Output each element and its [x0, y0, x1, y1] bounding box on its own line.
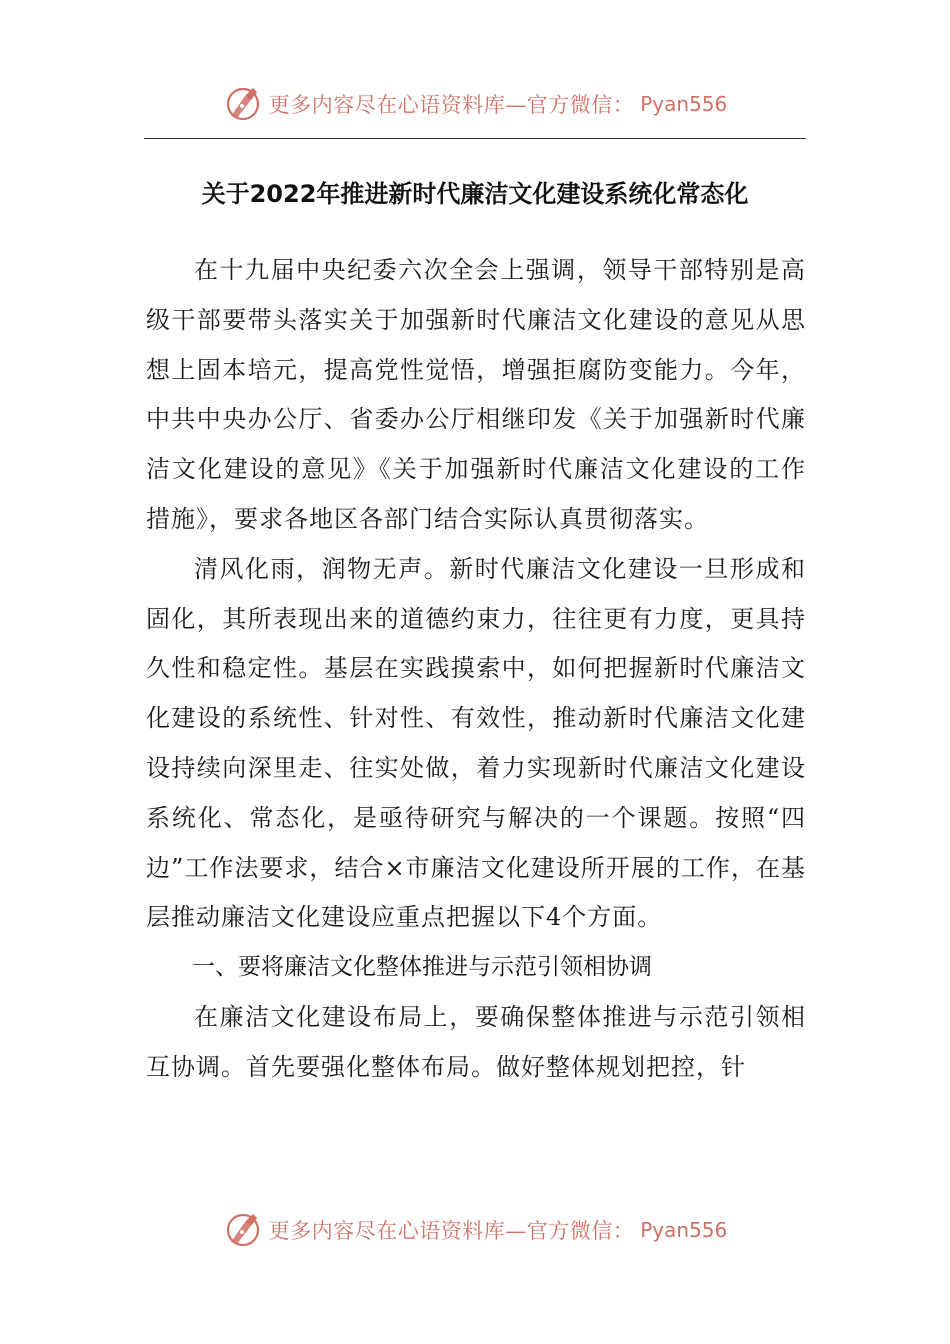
- header-divider: [144, 138, 806, 139]
- header-watermark: [0, 82, 950, 126]
- watermark-text: 更多内容尽在心语资料库—官方微信：: [268, 93, 635, 117]
- watermark-text: 更多内容尽在心语资料库—官方微信：: [268, 1219, 635, 1243]
- watermark-wechat-id: Pyan556: [640, 1218, 728, 1242]
- section-paragraph: 在廉洁文化建设布局上，要确保整体推进与示范引领相互协调。首先要强化整体布局。做好整体规划把控，针: [146, 1002, 806, 1081]
- watermark-wechat-id: Pyan556: [640, 92, 728, 116]
- document-body: [146, 246, 806, 1093]
- footer-watermark: [0, 1208, 950, 1252]
- pen-nib-logo-icon: [223, 84, 263, 124]
- body-paragraph-2: 清风化雨，润物无声。新时代廉洁文化建设一旦形成和固化，其所表现出来的道德约束力，往往更有力度，更具持久性和稳定性。基层在实践摸索中，如何把握新时代廉洁文化建设的系统性、针对性、有效性，推动新时代廉洁文化建设持续向深里走、往实处做，着力实现新时代廉洁文化建设系统化、常态化，是亟待研究与解决的一个课题。按照“四边”工作法要求，结合×市廉洁文化建设所开展的工作，在基层推动廉洁文化建设应重点把握以下4个方面。: [146, 554, 806, 932]
- section-heading: 一、要将廉洁文化整体推进与示范引领相协调: [192, 954, 652, 981]
- body-paragraph-1: 在十九届中央纪委六次全会上强调，领导干部特别是高级干部要带头落实关于加强新时代廉洁文化建设的意见从思想上固本培元，提高党性觉悟，增强拒腐防变能力。今年，中共中央办公厅、省委办公厅相继印发《关于加强新时代廉洁文化建设的意见》《关于加强新时代廉洁文化建设的工作措施》，要求各地区各部门结合实际认真贯彻落实。: [146, 256, 806, 533]
- pen-nib-logo-icon: [223, 1210, 263, 1250]
- document-title: 关于2022年推进新时代廉洁文化建设系统化常态化: [201, 180, 749, 208]
